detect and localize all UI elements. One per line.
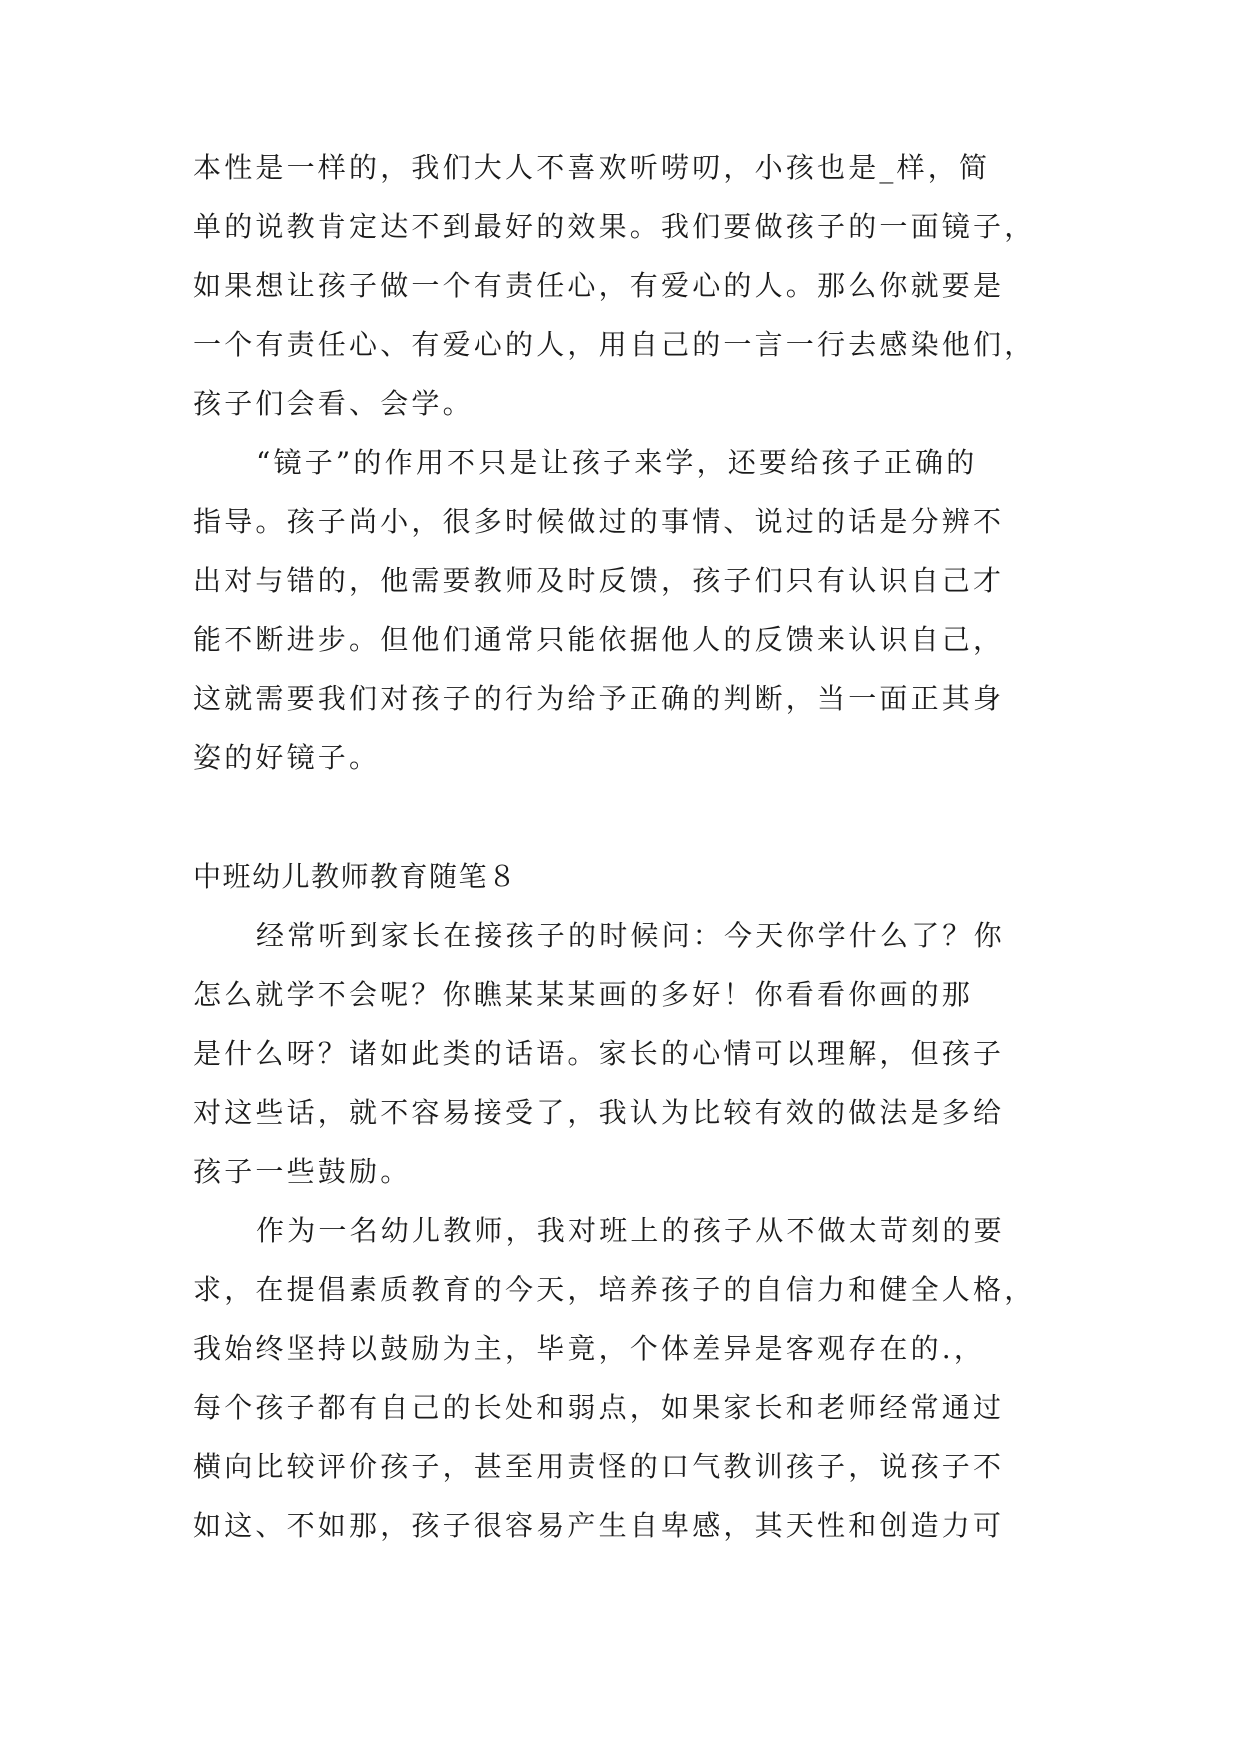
paragraph-4-line-5: 横向比较评价孩子，甚至用责怪的口气教训孩子，说孩子不 <box>193 1450 1005 1483</box>
paragraph-1-line-5: 孩子们会看、会学。 <box>193 387 474 420</box>
paragraph-2-line-1: “镜子”的作用不只是让孩子来学，还要给孩子正确的 <box>256 446 978 479</box>
paragraph-1-line-4: 一个有责任心、有爱心的人，用自己的一言一行去感染他们， <box>193 328 1036 361</box>
paragraph-4-line-3: 我始终坚持以鼓励为主，毕竟，个体差异是客观存在的.， <box>193 1332 986 1365</box>
paragraph-2-line-5: 这就需要我们对孩子的行为给予正确的判断，当一面正其身 <box>193 682 1005 715</box>
paragraph-3-line-4: 对这些话，就不容易接受了，我认为比较有效的做法是多给 <box>193 1096 1005 1129</box>
paragraph-4-line-4: 每个孩子都有自己的长处和弱点，如果家长和老师经常通过 <box>193 1391 1005 1424</box>
paragraph-3-line-5: 孩子一些鼓励。 <box>193 1155 412 1188</box>
paragraph-1-line-1: 本性是一样的，我们大人不喜欢听唠叨，小孩也是_样，简 <box>193 151 991 184</box>
paragraph-1-line-2: 单的说教肯定达不到最好的效果。我们要做孩子的一面镜子， <box>193 210 1036 243</box>
paragraph-1-line-3: 如果想让孩子做一个有责任心，有爱心的人。那么你就要是 <box>193 269 1005 302</box>
paragraph-2-line-2: 指导。孩子尚小，很多时候做过的事情、说过的话是分辨不 <box>193 505 1005 538</box>
section-title: 中班幼儿教师教育随笔８ <box>193 860 518 893</box>
paragraph-4-line-2: 求，在提倡素质教育的今天，培养孩子的自信力和健全人格， <box>193 1273 1036 1306</box>
paragraph-2-line-4: 能不断进步。但他们通常只能依据他人的反馈来认识自己， <box>193 623 1005 656</box>
paragraph-2-line-3: 出对与错的，他需要教师及时反馈，孩子们只有认识自己才 <box>193 564 1005 597</box>
paragraph-2-line-6: 姿的好镜子。 <box>193 741 381 774</box>
paragraph-3-line-1: 经常听到家长在接孩子的时候问：今天你学什么了？你 <box>256 919 1005 952</box>
paragraph-4-line-1: 作为一名幼儿教师，我对班上的孩子从不做太苛刻的要 <box>256 1214 1005 1247</box>
paragraph-3-line-3: 是什么呀？诸如此类的话语。家长的心情可以理解，但孩子 <box>193 1037 1005 1070</box>
paragraph-4-line-6: 如这、不如那，孩子很容易产生自卑感，其天性和创造力可 <box>193 1509 1005 1542</box>
paragraph-3-line-2: 怎么就学不会呢？你瞧某某某画的多好！你看看你画的那 <box>193 978 974 1011</box>
